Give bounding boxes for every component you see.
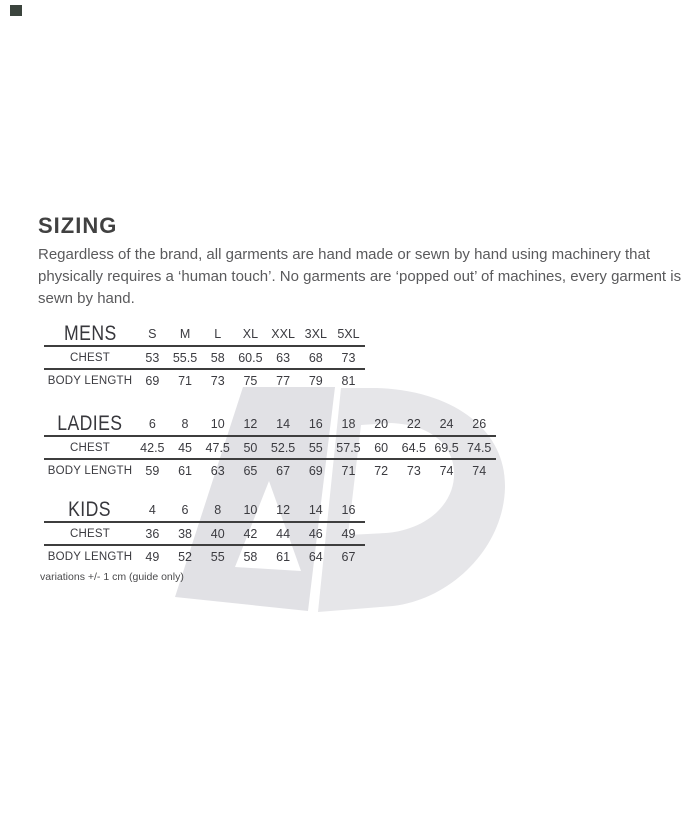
table-header-row — [44, 322, 365, 347]
measurement-cell: 63 — [276, 350, 291, 365]
table-header-row — [44, 412, 496, 437]
measurement-cell: 74.5 — [467, 440, 492, 455]
sizing-table-mens — [44, 322, 365, 392]
row-label: CHEST — [70, 351, 110, 364]
measurement-cell: 67 — [341, 550, 356, 564]
measurement-cell: 36 — [145, 526, 160, 541]
table-row — [44, 370, 365, 392]
measurement-cell: 55 — [210, 550, 225, 564]
size-header-cell: 14 — [308, 502, 323, 517]
measurement-cell: 44 — [276, 526, 291, 541]
measurement-cell: 38 — [178, 526, 192, 541]
group-label-text: LADIES — [57, 411, 123, 435]
measurement-cell: 61 — [276, 550, 291, 564]
size-header-cell: 12 — [243, 416, 258, 431]
measurement-cell: 64.5 — [401, 440, 427, 455]
size-header-cell: XL — [242, 326, 259, 341]
size-header-cell: 12 — [276, 502, 291, 517]
table-row — [44, 437, 496, 460]
table-group-label — [44, 322, 136, 346]
row-label: CHEST — [70, 527, 110, 540]
size-header-cell: 20 — [374, 416, 389, 431]
row-label: BODY LENGTH — [47, 465, 133, 477]
size-header-cell: 14 — [276, 416, 291, 431]
measurement-cell: 72 — [374, 464, 389, 478]
measurement-cell: 49 — [341, 526, 356, 541]
description-line: Regardless of the brand, all garments are hand made or sewn by hand using machinery that — [38, 246, 651, 263]
measurement-cell: 74 — [472, 464, 487, 478]
table-group-label — [44, 498, 136, 522]
measurement-cell: 58 — [243, 550, 258, 564]
sizing-table-ladies — [44, 412, 496, 482]
size-header-cell: 3XL — [304, 326, 327, 341]
measurement-cell: 52 — [178, 550, 192, 564]
measurement-cell: 60.5 — [238, 350, 263, 365]
page-description — [38, 244, 682, 310]
measurement-cell: 65 — [243, 464, 258, 478]
table-row — [44, 460, 496, 482]
size-header-cell: 10 — [210, 416, 225, 431]
measurement-cell: 69.5 — [434, 440, 459, 455]
sizing-footnote: variations +/- 1 cm (guide only) — [40, 571, 184, 583]
measurement-cell: 53 — [145, 350, 160, 365]
measurement-cell: 74 — [439, 464, 454, 478]
measurement-cell: 73 — [210, 374, 225, 388]
measurement-cell: 67 — [276, 464, 291, 478]
size-header-cell: 8 — [181, 416, 189, 431]
size-header-cell: S — [148, 326, 157, 341]
size-header-cell: 22 — [406, 416, 421, 431]
measurement-cell: 42 — [243, 526, 258, 541]
measurement-cell: 55 — [308, 440, 323, 455]
measurement-cell: 52.5 — [270, 440, 296, 455]
sizing-table-kids — [44, 498, 365, 568]
measurement-cell: 58 — [210, 350, 225, 365]
size-header-cell: 5XL — [337, 326, 360, 341]
size-header-cell: 8 — [214, 502, 222, 517]
measurement-cell: 46 — [308, 526, 323, 541]
measurement-cell: 49 — [145, 550, 160, 564]
group-label-text: MENS — [63, 321, 117, 345]
table-header-row — [44, 498, 365, 523]
measurement-cell: 64 — [308, 550, 323, 564]
measurement-cell: 79 — [308, 374, 323, 388]
table-row — [44, 347, 365, 370]
size-header-cell: 6 — [148, 416, 156, 431]
corner-mark — [10, 5, 22, 16]
size-header-cell: 24 — [439, 416, 454, 431]
measurement-cell: 71 — [341, 464, 356, 478]
table-group-label — [44, 412, 136, 436]
size-header-cell: 16 — [341, 502, 356, 517]
description-line: physically requires a ‘human touch’. No garments are ‘popped out’ of machines, every garment is — [38, 268, 682, 285]
size-header-cell: 6 — [181, 502, 189, 517]
page-title: SIZING — [38, 213, 118, 238]
size-header-cell: 16 — [308, 416, 323, 431]
size-header-cell: M — [179, 326, 191, 341]
measurement-cell: 42.5 — [140, 440, 165, 455]
measurement-cell: 61 — [178, 464, 192, 478]
description-line: sewn by hand. — [38, 290, 135, 307]
measurement-cell: 69 — [145, 374, 160, 388]
size-header-cell: XXL — [271, 326, 295, 341]
measurement-cell: 81 — [341, 374, 356, 388]
measurement-cell: 59 — [145, 464, 160, 478]
measurement-cell: 57.5 — [336, 440, 361, 455]
measurement-cell: 77 — [276, 374, 291, 388]
group-label-text: KIDS — [68, 497, 112, 521]
measurement-cell: 68 — [308, 350, 323, 365]
measurement-cell: 55.5 — [172, 350, 198, 365]
sizing-tables — [44, 322, 496, 568]
measurement-cell: 50 — [243, 440, 258, 455]
measurement-cell: 47.5 — [205, 440, 230, 455]
measurement-cell: 71 — [178, 374, 192, 388]
size-header-cell: 10 — [243, 502, 258, 517]
measurement-cell: 69 — [308, 464, 323, 478]
table-row — [44, 546, 365, 568]
measurement-cell: 63 — [210, 464, 225, 478]
size-header-cell: 18 — [341, 416, 356, 431]
measurement-cell: 40 — [210, 526, 225, 541]
measurement-cell: 73 — [341, 350, 356, 365]
row-label: BODY LENGTH — [47, 551, 133, 563]
size-header-cell: 26 — [472, 416, 487, 431]
row-label: CHEST — [70, 441, 110, 454]
measurement-cell: 45 — [178, 440, 192, 455]
table-row — [44, 523, 365, 546]
measurement-cell: 75 — [243, 374, 258, 388]
size-header-cell: L — [214, 326, 222, 341]
measurement-cell: 73 — [406, 464, 421, 478]
measurement-cell: 60 — [374, 440, 389, 455]
row-label: BODY LENGTH — [47, 375, 133, 387]
size-header-cell: 4 — [148, 502, 156, 517]
